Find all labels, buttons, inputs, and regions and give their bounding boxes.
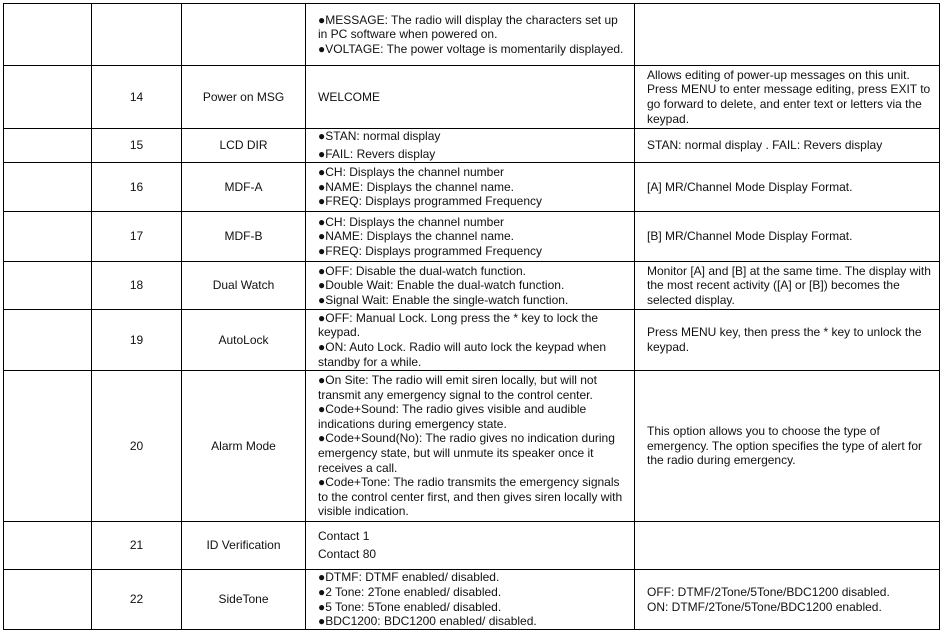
item-description xyxy=(635,4,940,66)
option-line: ●Code+Sound(No): The radio gives no indication during emergency state, but will unmute its speaker once it receives a call. xyxy=(318,431,615,475)
table-row xyxy=(4,522,940,570)
item-number: 17 xyxy=(92,212,182,262)
item-description: Monitor [A] and [B] at the same time. The display with the most recent activity ([A] or [B]) becomes the selected display. xyxy=(635,262,940,310)
blank-cell xyxy=(4,163,92,212)
option-line: ●FAIL: Revers display xyxy=(318,147,436,161)
item-name: SideTone xyxy=(182,570,306,630)
item-options xyxy=(306,212,635,262)
item-options xyxy=(306,570,635,630)
table-row xyxy=(4,129,940,163)
option-line: ●NAME: Displays the channel name. xyxy=(318,229,515,244)
item-name: Dual Watch xyxy=(182,262,306,310)
item-number: 14 xyxy=(92,66,182,129)
item-name xyxy=(182,4,306,66)
option-line: ●NAME: Displays the channel name. xyxy=(318,179,515,194)
item-options xyxy=(306,4,635,66)
menu-settings-table xyxy=(3,3,940,630)
item-name: LCD DIR xyxy=(182,129,306,163)
table-row xyxy=(4,4,940,66)
item-description: This option allows you to choose the type of emergency. The option specifies the type of alert for the radio during emergency. xyxy=(635,371,940,522)
blank-cell xyxy=(4,371,92,522)
item-name: Power on MSG xyxy=(182,66,306,129)
item-number: 16 xyxy=(92,163,182,212)
item-name: MDF-A xyxy=(182,163,306,212)
blank-cell xyxy=(4,212,92,262)
item-number: 22 xyxy=(92,570,182,630)
table-row xyxy=(4,371,940,522)
blank-cell xyxy=(4,66,92,129)
table-row xyxy=(4,262,940,310)
item-number: 15 xyxy=(92,129,182,163)
blank-cell xyxy=(4,129,92,163)
blank-cell xyxy=(4,570,92,630)
item-name: AutoLock xyxy=(182,310,306,371)
item-description: [A] MR/Channel Mode Display Format. xyxy=(635,163,940,212)
option-line: ●BDC1200: BDC1200 enabled/ disabled. xyxy=(318,614,537,629)
table-row xyxy=(4,212,940,262)
option-line: ●STAN: normal display xyxy=(318,129,441,144)
option-line: Contact 80 xyxy=(318,547,377,561)
item-number: 19 xyxy=(92,310,182,371)
item-number: 21 xyxy=(92,522,182,570)
item-description xyxy=(635,522,940,570)
item-description: STAN: normal display . FAIL: Revers display xyxy=(635,129,940,163)
item-description: [B] MR/Channel Mode Display Format. xyxy=(635,212,940,262)
option-line: ●DTMF: DTMF enabled/ disabled. xyxy=(318,570,500,585)
blank-cell xyxy=(4,310,92,371)
option-line: Contact 1 xyxy=(318,529,370,544)
option-line: ●FREQ: Displays programmed Frequency xyxy=(318,243,542,258)
item-description: OFF: DTMF/2Tone/5Tone/BDC1200 disabled. ON: DTMF/2Tone/5Tone/BDC1200 enabled. xyxy=(635,570,940,630)
table-row xyxy=(4,570,940,630)
item-options xyxy=(306,371,635,522)
option-line: ●FREQ: Displays programmed Frequency xyxy=(318,194,542,209)
option-line: ●CH: Displays the channel number xyxy=(318,214,504,229)
item-options xyxy=(306,66,635,129)
option-line: ●CH: Displays the channel number xyxy=(318,165,504,180)
item-number: 18 xyxy=(92,262,182,310)
item-options xyxy=(306,522,635,570)
item-description: Allows editing of power-up messages on this unit. Press MENU to enter message editing, press EXIT to go forward to delete, and enter text or letters via the keypad. xyxy=(635,66,940,129)
option-line: ●Signal Wait: Enable the single-watch function. xyxy=(318,292,569,307)
item-name: Alarm Mode xyxy=(182,371,306,522)
option-line: ●VOLTAGE: The power voltage is momentarily displayed. xyxy=(318,41,624,56)
item-description: Press MENU key, then press the * key to unlock the keypad. xyxy=(635,310,940,371)
option-line: ●2 Tone: 2Tone enabled/ disabled. xyxy=(318,584,502,599)
item-name: MDF-B xyxy=(182,212,306,262)
blank-cell xyxy=(4,4,92,66)
item-options xyxy=(306,129,635,163)
item-options xyxy=(306,262,635,310)
option-line: ●OFF: Disable the dual-watch function. xyxy=(318,263,527,278)
option-line: ●On Site: The radio will emit siren locally, but will not transmit any emergency signal to the control center. xyxy=(318,373,597,402)
option-line: ●Double Wait: Enable the dual-watch function. xyxy=(318,278,565,293)
option-line: WELCOME xyxy=(318,89,381,104)
option-line: ●OFF: Manual Lock. Long press the * key to lock the keypad. xyxy=(318,310,599,340)
item-options xyxy=(306,310,635,371)
option-line: ●Code+Sound: The radio gives visible and audible indications during emergency state. xyxy=(318,402,587,431)
option-line: ●Code+Tone: The radio transmits the emergency signals to the control center first, and then gives siren locally with visible indication. xyxy=(318,475,623,519)
table-row xyxy=(4,163,940,212)
option-line: ●5 Tone: 5Tone enabled/ disabled. xyxy=(318,599,502,614)
blank-cell xyxy=(4,262,92,310)
blank-cell xyxy=(4,522,92,570)
table-row xyxy=(4,66,940,129)
option-line: ●MESSAGE: The radio will display the characters set up in PC software when powered on. xyxy=(318,12,618,42)
item-number: 20 xyxy=(92,371,182,522)
item-options xyxy=(306,163,635,212)
table-row xyxy=(4,310,940,371)
item-number xyxy=(92,4,182,66)
item-name: ID Verification xyxy=(182,522,306,570)
option-line: ●ON: Auto Lock. Radio will auto lock the keypad when standby for a while. xyxy=(318,340,607,369)
